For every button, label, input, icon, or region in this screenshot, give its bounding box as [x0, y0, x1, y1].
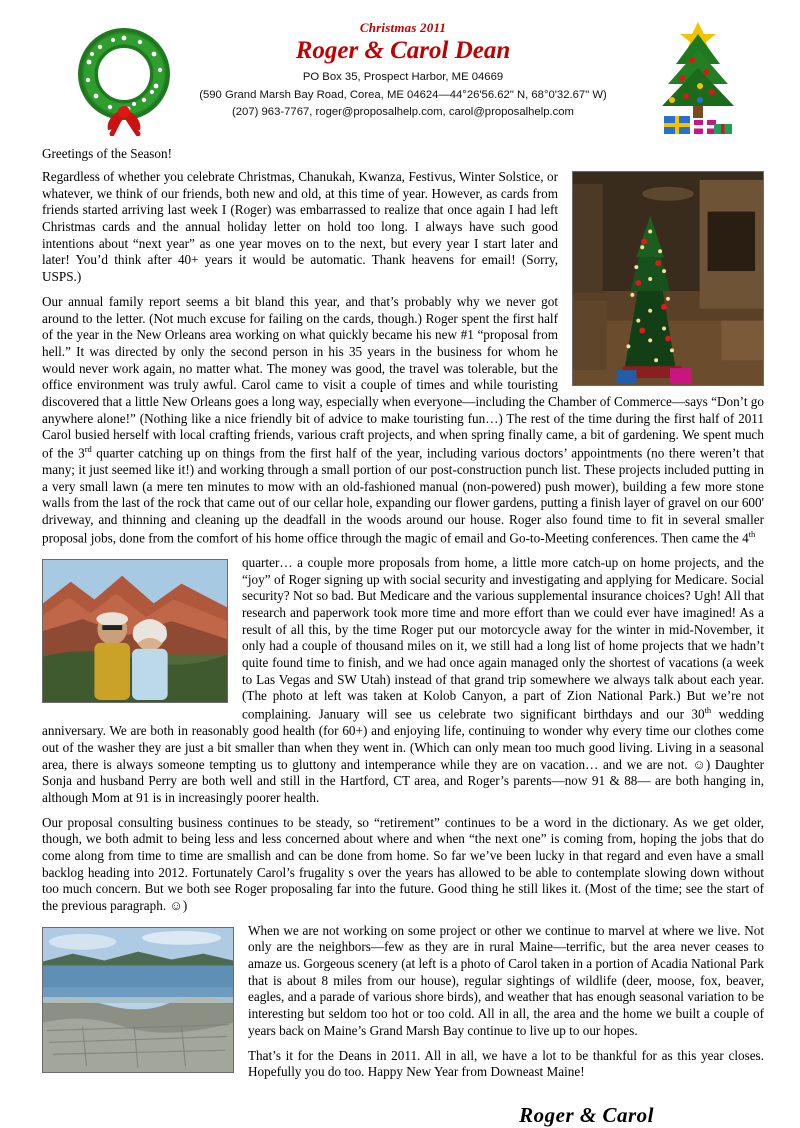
christmas-tree-icon	[642, 20, 754, 140]
paragraph-3: Our proposal consulting business continues to be steady, so “retirement” continues to be a word in the dictionary. As we get older, though, we both admit to being less and less concerned about where and when “the next one” is coming from, hoping the jobs that do come along from time to time are smallish and can be done from home. So far we’ve been lucky in that regard and even have a small backlog heading into 2012. Fortunately Carol’s frugality s over the years has allowed to be able to contemplate slowing down without too much concern. But we both see Roger proposaling far into the future. Good thing he still likes it. (Most of the time; see the start of the previous paragraph. ☺)	[42, 814, 764, 914]
ordinal-30th: th	[704, 705, 712, 716]
signature: Roger & Carol	[519, 1102, 654, 1127]
paragraph-2-part-d: wedding anniversary. We are both in reasonably good health (for 60+) and enjoying life, continuing to wonder why every time our clothes come out of the washer they are just a bit smaller than when they went in. (Which can only mean too much good living. Living in a seasonal area, there is always someone tempting us to gluttony and intemperance while they are on vacation… and we are not. ☺) Daughter Sonja and husband Perry are both well and still in the Hartford, CT area, and Roger’s parents—now 91 & 88— are both hanging in, although Mom at 91 is in increasingly poorer health.	[42, 706, 764, 805]
christmas-wreath-icon	[68, 24, 180, 136]
couple-at-kolob-canyon-photo	[42, 559, 228, 703]
letter-header	[42, 20, 764, 138]
salutation: Greetings of the Season!	[42, 146, 173, 161]
paragraph-1: Regardless of whether you celebrate Christmas, Chanukah, Kwanza, Festivus, Winter Solstice, or whatever, we think of our friends, both new and old, at this time of year. However, as cards from friends started arriving last week I (Roger) was embarrassed to realize that once again I had left Christmas cards and the annual holiday letter on hold too long. I always have such good intentions about “next year” as one year moves on to the next, but every year I start later and later! You’d think after 40+ years it would be automatic. Thank heavens for email! (Sorry, USPS.)	[42, 169, 558, 285]
paragraph-2-part-a: Our annual family report seems a bit bland this year, and that’s probably why we never got around to the letter. (Not much excuse for failing on the cards, though.) Roger spent the first half of the year in the New Orleans area working on what quickly became his new #1 “proposal from hell.” It was directed by only the second person in his 35 years in the business for whom he would never work again, no matter what. The money was good, the travel was tolerable, but the office environment was truly awful. Carol came to visit a couple of times and while touristing discovered that a little New Orleans goes a long way, especially when everyone—including the Chamber of Commerce—says “Don’t go anywhere alone!” (Nothing like a nice friendly bit of advice to make touristing fun…) The rest of the time during the first half of 2011 Carol busied herself with local crafting friends, various craft projects, and when spring finally came, a bit of gardening. We spent much of the 3	[42, 293, 764, 461]
letter-year-kicker: Christmas 2011	[359, 20, 447, 35]
letter-names-title: Roger & Carol Dean	[295, 37, 511, 64]
acadia-coastline-photo	[42, 927, 234, 1073]
christmas-tree-living-room-photo	[572, 171, 764, 386]
paragraph-2-part-c-text: quarter… a couple more proposals from home, a little more catch-up on home projects, and the “joy” of Roger signing up with social security and investigating and applying for Medicare. Social security? Not so bad. But Medicare and the various supplemental insurance choices? Ugh! All that research and paperwork took more time and more effort than we could ever have imagined! As a result of all this, by the time Roger put our motorcycle away for the winter in mid-November, it only had a couple of thousand miles on it, we still had a long list of home projects that we hadn’t quite found time to finish, and we had once again managed only the shortest of vacations (a week to Las Vegas and SW Utah) instead of that grand trip somewhere we always talk about each year. (The photo at left was taken at Kolob Canyon, a part of Zion National Park.) But we’re not complaining. January will see us celebrate two significant birthdays and our 30	[242, 554, 764, 722]
paragraph-4: When we are not working on some project or other we continue to marvel at where we live. Not only are the neighbors—few as they are in rural Maine—terrific, but the area never ceases to amaze us. Gorgeous scenery (at left is a photo of Carol taken in a portion of Acadia National Park that is about 8 miles from our house), regular sightings of wildlife (deer, moose, fox, beaver, eagles, and a parade of various shore birds), and weather that has enough seasonal variation to be interesting but seldom too hot or too cold. All in all, the area and the home we built a couple of years back on Maine’s Grand Marsh Bay continue to live up to our hopes.	[248, 922, 764, 1038]
address-line-1: PO Box 35, Prospect Harbor, ME 04669	[302, 71, 504, 84]
paragraph-5: That’s it for the Deans in 2011. All in all, we have a lot to be thankful for as this year closes. Hopefully you do too. Happy New Year from Downeast Maine!	[248, 1047, 764, 1080]
contact-block	[182, 69, 624, 122]
ordinal-3rd: rd	[84, 444, 92, 454]
paragraph-2-part-b: quarter catching up on things from the first half of the year, including various doctors’ appointments (no there weren’t that many; it just seemed like it!) and working through a small portion of our post-construction punch list. These projects included putting in a very small lawn (a mere ten minutes to mow with an old-fashioned manual (non-powered) push mower), building a few more stone walls from the last of the rock that came out of our cellar hole, expanding our flower gardens, putting a finish layer of gravel on our 600' driveway, and thinning and cleaning up the deadfall in the woods around our house. Roger also found time to fit in several smaller proposal jobs, done from the comfort of his home office through the magic of email and Go-to-Meeting conferences. Then came the 4	[42, 445, 764, 546]
ordinal-4th: th	[748, 528, 756, 539]
address-line-2: (590 Grand Marsh Bay Road, Corea, ME 04624—44°26'56.62" N, 68°0'32.67" W)	[199, 88, 607, 101]
contact-line: (207) 963-7767, roger@proposalhelp.com, carol@proposalhelp.com	[232, 106, 574, 119]
